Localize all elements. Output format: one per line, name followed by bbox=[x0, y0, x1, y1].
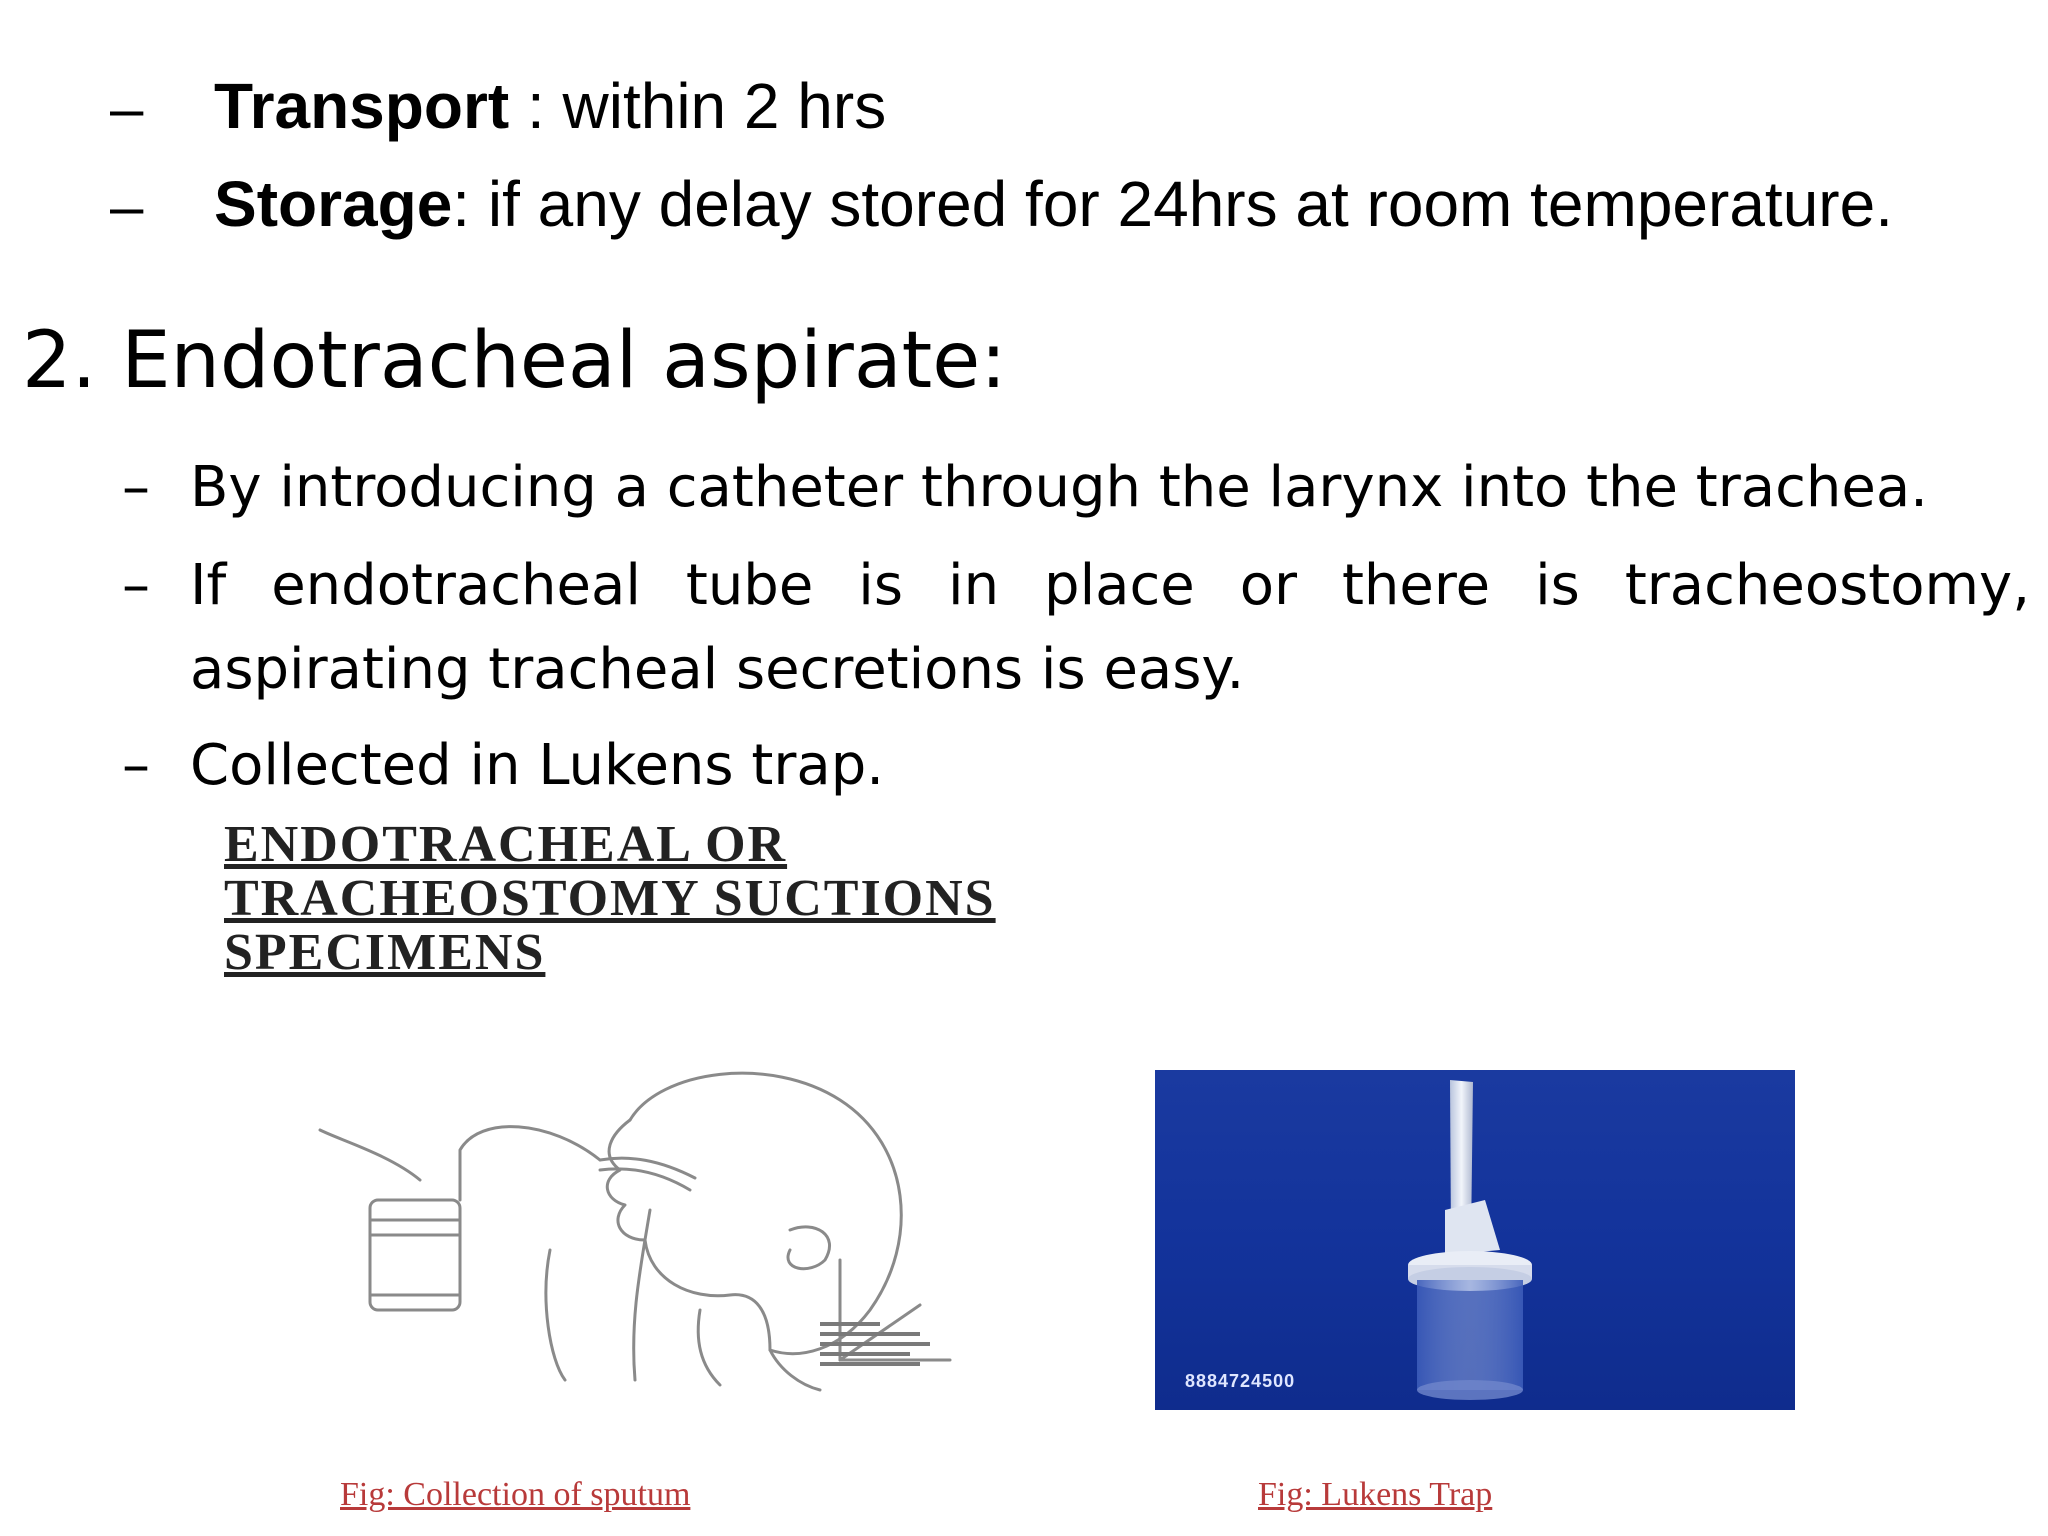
figure-title-line: SPECIMENS bbox=[224, 924, 546, 981]
storage-label: Storage bbox=[214, 168, 453, 240]
bullet-dash: – bbox=[110, 75, 144, 142]
figure-title-line: ENDOTRACHEAL OR bbox=[224, 816, 788, 873]
bullet-dash: – bbox=[122, 733, 150, 798]
lukens-trap-photo bbox=[1155, 1070, 1795, 1410]
bullet-dash: – bbox=[110, 173, 144, 240]
figure-title bbox=[224, 818, 996, 980]
transport-line bbox=[214, 70, 887, 142]
photo-code: 8884724500 bbox=[1185, 1371, 1296, 1391]
transport-text: : within 2 hrs bbox=[509, 70, 887, 142]
section-heading: 2. Endotracheal aspirate: bbox=[22, 316, 1007, 406]
left-figure-caption: Fig: Collection of sputum bbox=[340, 1476, 691, 1513]
catheter-bullet: By introducing a catheter through the larynx into the trachea. bbox=[190, 455, 1928, 520]
lukens-trap-image bbox=[1155, 1070, 1795, 1410]
tracheostomy-bullet-line2: aspirating tracheal secretions is easy. bbox=[190, 637, 1245, 702]
bullet-dash: – bbox=[122, 553, 150, 618]
tracheostomy-bullet-line1: If endotracheal tube is in place or there is tracheostomy, bbox=[190, 553, 2030, 618]
lukens-bullet: Collected in Lukens trap. bbox=[190, 733, 885, 798]
bullet-dash: – bbox=[122, 455, 150, 520]
right-figure-caption: Fig: Lukens Trap bbox=[1258, 1476, 1493, 1513]
storage-text: : if any delay stored for 24hrs at room temperature. bbox=[452, 168, 1893, 240]
transport-label: Transport bbox=[214, 70, 510, 142]
figure-title-line: TRACHEOSTOMY SUCTIONS bbox=[224, 870, 996, 927]
sputum-collection-sketch bbox=[300, 1060, 1020, 1400]
storage-line bbox=[214, 168, 1893, 240]
